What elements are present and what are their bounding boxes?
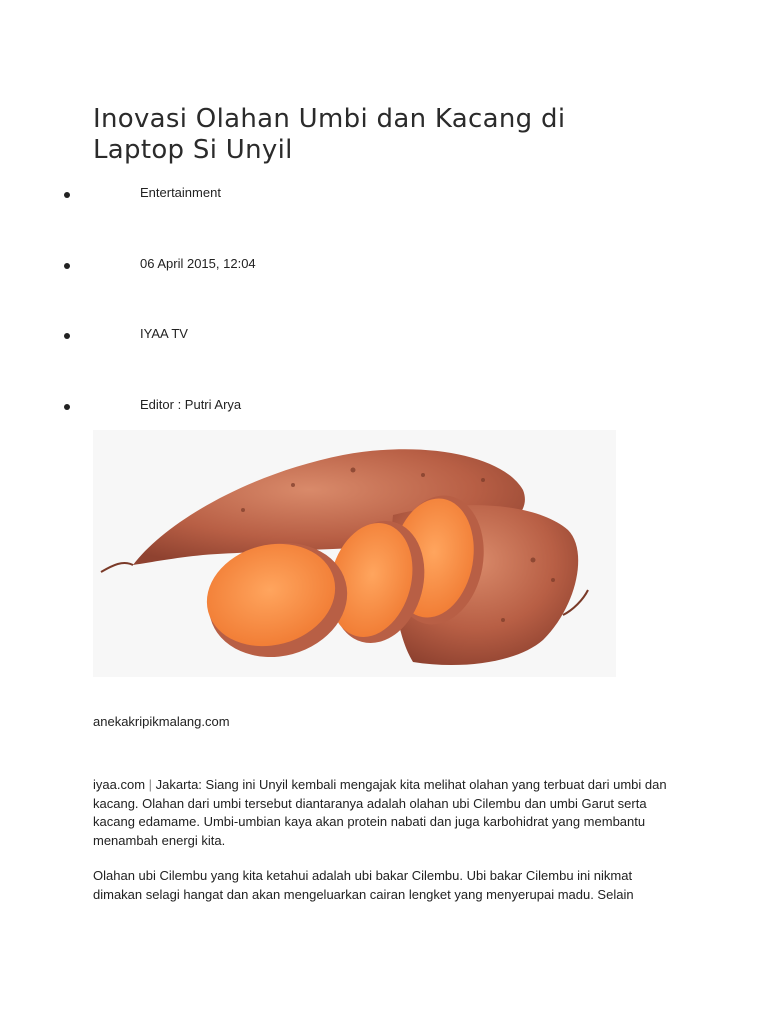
source-name: iyaa.com <box>93 777 146 792</box>
meta-editor: Editor : Putri Arya <box>140 397 242 412</box>
meta-category[interactable]: Entertainment <box>140 185 221 200</box>
bullet <box>64 263 70 269</box>
meta-date: 06 April 2015, 12:04 <box>140 256 256 271</box>
article-paragraph-2: Olahan ubi Cilembu yang kita ketahui adalah ubi bakar Cilembu. Ubi bakar Cilembu ini nikmat dimakan selagi hangat dan akan mengeluarkan cairan lengket yang menyerupai madu. Selain <box>93 868 634 902</box>
article-paragraph-1 <box>93 776 671 850</box>
sweet-potato-illustration <box>93 430 616 677</box>
meta-item-editor <box>0 397 400 422</box>
sweet-potato-image <box>93 430 616 677</box>
article-title: Inovasi Olahan Umbi dan Kacang di Laptop Si Unyil <box>93 104 566 165</box>
bullet <box>64 404 70 410</box>
meta-item-category <box>0 185 400 210</box>
meta-channel[interactable]: IYAA TV <box>140 326 188 341</box>
source-separator: | <box>148 777 153 792</box>
meta-item-date <box>0 256 400 281</box>
bullet <box>64 192 70 198</box>
paragraph-1-body: Jakarta: Siang ini Unyil kembali mengajak kita melihat olahan yang terbuat dari umbi dan kacang. Olahan dari umbi tersebut diantaranya adalah olahan ubi Cilembu dan umbi Garut serta kacang edamame. Umbi-umbian kaya akan protein nabati dan juga karbohidrat yang membantu menambah energi kita. <box>93 777 667 848</box>
bullet <box>64 333 70 339</box>
image-caption: anekakripikmalang.com <box>93 714 230 729</box>
meta-item-channel <box>0 326 400 351</box>
